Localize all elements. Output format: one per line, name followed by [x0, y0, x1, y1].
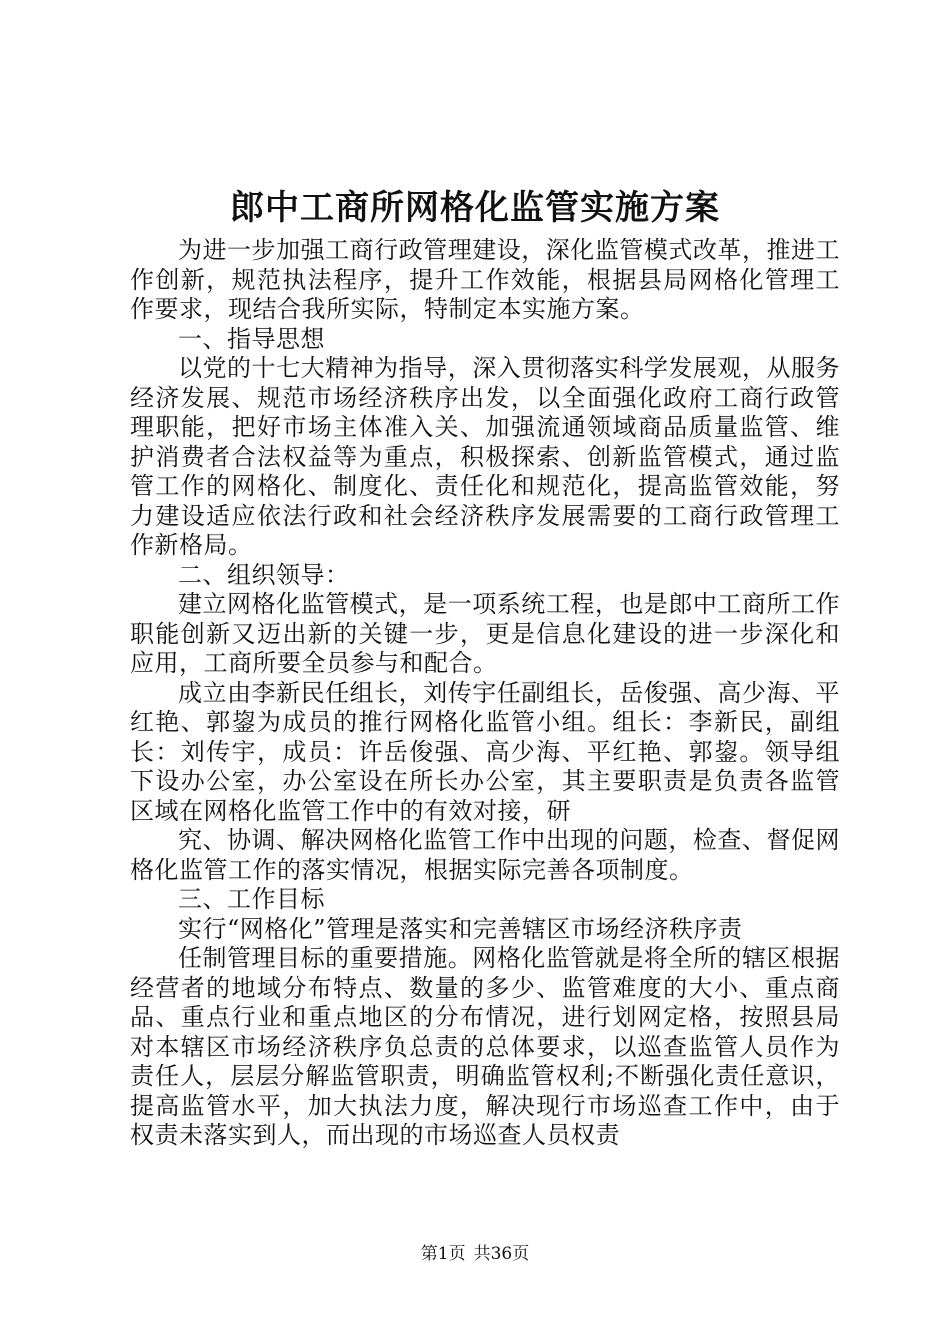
page-total: 共36页 — [473, 1244, 530, 1264]
document-body — [130, 236, 840, 1151]
paragraph-work-goals-2: 任制管理目标的重要措施。网格化监管就是将全所的辖区根据经营者的地域分布特点、数量的多少、监管难度的大小、重点商品、重点行业和重点地区的分布情况，进行划网定格，按照县局对本辖区市场经济秩序负总责的总体要求，以巡查监管人员作为责任人，层层分解监管职责，明确监管权利;不断强化责任意识，提高监管水平，加大执法力度，解决现行市场巡查工作中，由于权责未落实到人，而出现的市场巡查人员权责 — [130, 944, 840, 1149]
section-heading-organization: 二、组织领导： — [178, 560, 350, 589]
paragraph-organization-1: 建立网格化监管模式，是一项系统工程，也是郎中工商所工作职能创新又迈出新的关键一步，更是信息化建设的进一步深化和应用，工商所要全员参与和配合。 — [130, 590, 840, 677]
page-number: 第1页 — [420, 1244, 466, 1264]
paragraph-organization-3: 究、协调、解决网格化监管工作中出现的问题，检查、督促网格化监管工作的落实情况，根据实际完善各项制度。 — [130, 826, 840, 884]
page-footer — [0, 1242, 950, 1266]
paragraph-guiding-ideology: 以党的十七大精神为指导，深入贯彻落实科学发展观，从服务经济发展、规范市场经济秩序出发，以全面强化政府工商行政管理职能，把好市场主体准入关、加强流通领域商品质量监管、维护消费者合法权益等为重点，积极探索、创新监管模式，通过监管工作的网格化、制度化、责任化和规范化，提高监管效能，努力建设适应依法行政和社会经济秩序发展需要的工商行政管理工作新格局。 — [130, 354, 840, 559]
paragraph-intro: 为进一步加强工商行政管理建设，深化监管模式改革，推进工作创新，规范执法程序，提升工作效能，根据县局网格化管理工作要求，现结合我所实际，特制定本实施方案。 — [130, 236, 840, 323]
section-heading-guiding-ideology: 一、指导思想 — [178, 324, 325, 353]
document-title: 郎中工商所网格化监管实施方案 — [230, 188, 720, 228]
paragraph-organization-2: 成立由李新民任组长，刘传宇任副组长，岳俊强、高少海、平红艳、郭鋆为成员的推行网格化监管小组。组长：李新民，副组长：刘传宇，成员：许岳俊强、高少海、平红艳、郭鋆。领导组下设办公室，办公室设在所长办公室，其主要职责是负责各监管区域在网格化监管工作中的有效对接，研 — [130, 678, 840, 825]
paragraph-work-goals-1: 实行“网格化”管理是落实和完善辖区市场经济秩序责 — [178, 914, 743, 943]
section-heading-work-goals: 三、工作目标 — [178, 885, 325, 913]
